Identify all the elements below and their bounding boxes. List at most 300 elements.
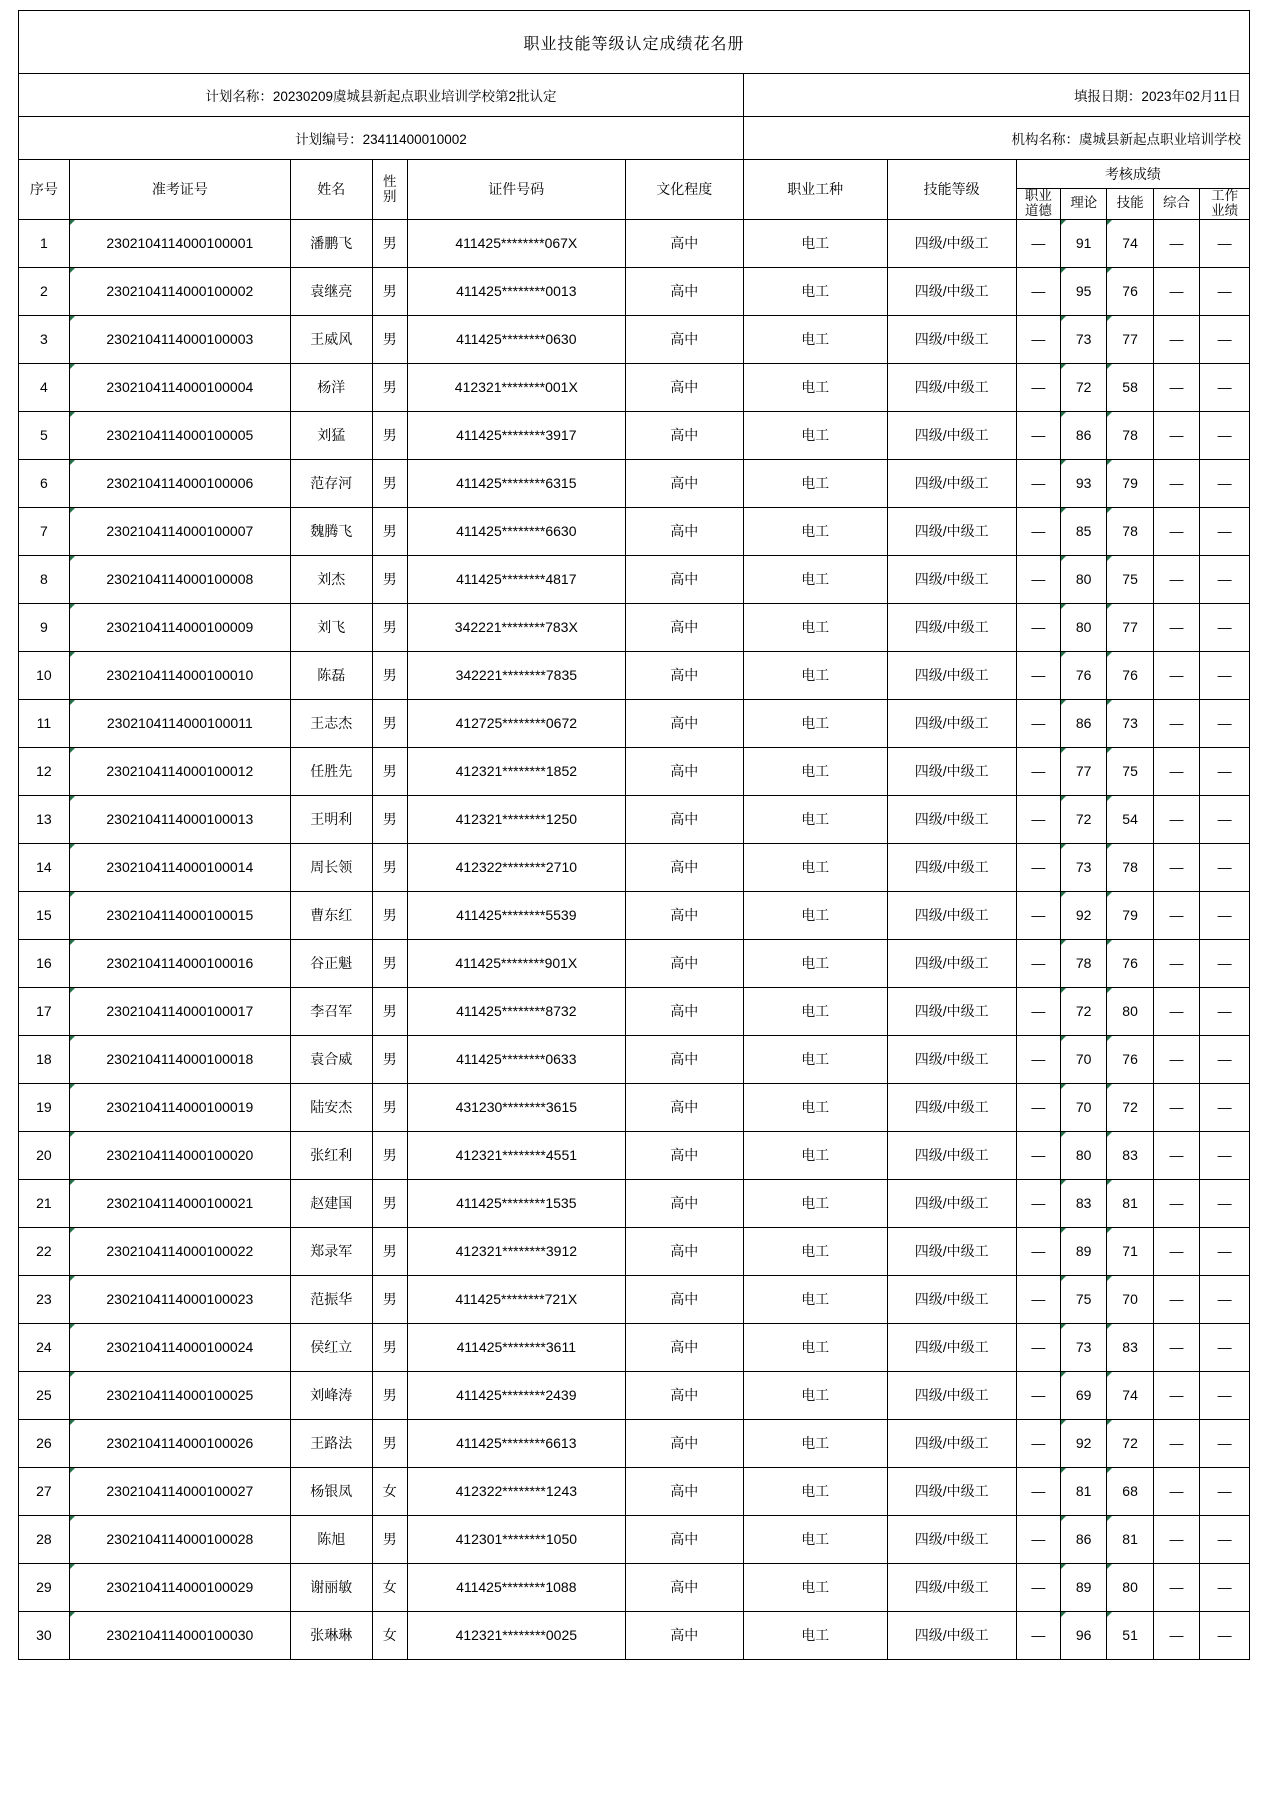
cell-education: 高中 bbox=[625, 555, 743, 603]
cell-skill: 75 bbox=[1107, 555, 1153, 603]
cell-performance: — bbox=[1200, 1083, 1250, 1131]
cell-id-no: 411425********067X bbox=[407, 219, 625, 267]
cell-education: 高中 bbox=[625, 411, 743, 459]
cell-occupation: 电工 bbox=[743, 267, 887, 315]
cell-comprehensive: — bbox=[1153, 1083, 1199, 1131]
table-row bbox=[19, 747, 1250, 795]
col-header-occupation: 职业工种 bbox=[743, 160, 887, 220]
table-row bbox=[19, 363, 1250, 411]
col-header-theory: 理论 bbox=[1060, 189, 1106, 220]
cell-seq: 9 bbox=[19, 603, 70, 651]
cell-id-no: 412322********1243 bbox=[407, 1467, 625, 1515]
col-header-ethic bbox=[1016, 189, 1060, 220]
cell-ethic: — bbox=[1016, 843, 1060, 891]
cell-occupation: 电工 bbox=[743, 603, 887, 651]
cell-ethic: — bbox=[1016, 1419, 1060, 1467]
cell-seq: 29 bbox=[19, 1563, 70, 1611]
cell-education: 高中 bbox=[625, 651, 743, 699]
cell-skill: 76 bbox=[1107, 939, 1153, 987]
cell-skill: 76 bbox=[1107, 651, 1153, 699]
cell-skill-level: 四级/中级工 bbox=[887, 363, 1016, 411]
cell-comprehensive: — bbox=[1153, 795, 1199, 843]
cell-sex: 女 bbox=[372, 1563, 407, 1611]
cell-theory: 86 bbox=[1060, 411, 1106, 459]
cell-skill-level: 四级/中级工 bbox=[887, 891, 1016, 939]
table-row bbox=[19, 843, 1250, 891]
cell-education: 高中 bbox=[625, 363, 743, 411]
cell-seq: 30 bbox=[19, 1611, 70, 1659]
cell-id-no: 411425********721X bbox=[407, 1275, 625, 1323]
cell-ethic: — bbox=[1016, 1131, 1060, 1179]
cell-skill: 58 bbox=[1107, 363, 1153, 411]
cell-ethic: — bbox=[1016, 555, 1060, 603]
cell-sex: 男 bbox=[372, 795, 407, 843]
table-row bbox=[19, 267, 1250, 315]
cell-skill-level: 四级/中级工 bbox=[887, 747, 1016, 795]
cell-ethic: — bbox=[1016, 987, 1060, 1035]
cell-skill-level: 四级/中级工 bbox=[887, 411, 1016, 459]
cell-id-no: 342221********7835 bbox=[407, 651, 625, 699]
cell-education: 高中 bbox=[625, 1179, 743, 1227]
cell-seq: 16 bbox=[19, 939, 70, 987]
cell-comprehensive: — bbox=[1153, 987, 1199, 1035]
cell-occupation: 电工 bbox=[743, 891, 887, 939]
cell-occupation: 电工 bbox=[743, 1323, 887, 1371]
cell-id-no: 411425********3917 bbox=[407, 411, 625, 459]
col-header-seq: 序号 bbox=[19, 160, 70, 220]
cell-education: 高中 bbox=[625, 843, 743, 891]
cell-seq: 11 bbox=[19, 699, 70, 747]
table-row bbox=[19, 507, 1250, 555]
cell-comprehensive: — bbox=[1153, 1275, 1199, 1323]
cell-education: 高中 bbox=[625, 603, 743, 651]
cell-occupation: 电工 bbox=[743, 1227, 887, 1275]
cell-ethic: — bbox=[1016, 1371, 1060, 1419]
cell-name: 谢丽敏 bbox=[290, 1563, 372, 1611]
table-row bbox=[19, 1371, 1250, 1419]
cell-theory: 73 bbox=[1060, 315, 1106, 363]
cell-exam-no: 2302104114000100014 bbox=[69, 843, 290, 891]
table-row bbox=[19, 891, 1250, 939]
cell-id-no: 411425********1088 bbox=[407, 1563, 625, 1611]
cell-exam-no: 2302104114000100007 bbox=[69, 507, 290, 555]
cell-exam-no: 2302104114000100023 bbox=[69, 1275, 290, 1323]
cell-comprehensive: — bbox=[1153, 267, 1199, 315]
cell-performance: — bbox=[1200, 1371, 1250, 1419]
cell-seq: 7 bbox=[19, 507, 70, 555]
cell-ethic: — bbox=[1016, 315, 1060, 363]
cell-education: 高中 bbox=[625, 1227, 743, 1275]
cell-theory: 91 bbox=[1060, 219, 1106, 267]
cell-education: 高中 bbox=[625, 699, 743, 747]
cell-skill-level: 四级/中级工 bbox=[887, 1419, 1016, 1467]
cell-exam-no: 2302104114000100013 bbox=[69, 795, 290, 843]
cell-comprehensive: — bbox=[1153, 939, 1199, 987]
cell-occupation: 电工 bbox=[743, 843, 887, 891]
cell-sex: 男 bbox=[372, 315, 407, 363]
cell-sex: 男 bbox=[372, 843, 407, 891]
cell-education: 高中 bbox=[625, 1563, 743, 1611]
cell-seq: 5 bbox=[19, 411, 70, 459]
cell-occupation: 电工 bbox=[743, 699, 887, 747]
cell-id-no: 412321********1250 bbox=[407, 795, 625, 843]
col-header-performance bbox=[1200, 189, 1250, 220]
page-title: 职业技能等级认定成绩花名册 bbox=[19, 11, 1250, 74]
cell-skill-level: 四级/中级工 bbox=[887, 1131, 1016, 1179]
cell-comprehensive: — bbox=[1153, 315, 1199, 363]
cell-skill: 77 bbox=[1107, 603, 1153, 651]
cell-id-no: 412321********0025 bbox=[407, 1611, 625, 1659]
cell-sex: 男 bbox=[372, 1275, 407, 1323]
col-header-name: 姓名 bbox=[290, 160, 372, 220]
cell-theory: 92 bbox=[1060, 1419, 1106, 1467]
cell-comprehensive: — bbox=[1153, 1131, 1199, 1179]
cell-education: 高中 bbox=[625, 1131, 743, 1179]
table-row bbox=[19, 1275, 1250, 1323]
cell-seq: 4 bbox=[19, 363, 70, 411]
cell-sex: 男 bbox=[372, 1035, 407, 1083]
cell-id-no: 412321********001X bbox=[407, 363, 625, 411]
cell-skill: 80 bbox=[1107, 987, 1153, 1035]
cell-theory: 86 bbox=[1060, 699, 1106, 747]
cell-skill-level: 四级/中级工 bbox=[887, 507, 1016, 555]
cell-name: 刘猛 bbox=[290, 411, 372, 459]
cell-occupation: 电工 bbox=[743, 939, 887, 987]
cell-comprehensive: — bbox=[1153, 1419, 1199, 1467]
cell-ethic: — bbox=[1016, 891, 1060, 939]
cell-performance: — bbox=[1200, 363, 1250, 411]
cell-skill: 72 bbox=[1107, 1083, 1153, 1131]
cell-seq: 12 bbox=[19, 747, 70, 795]
cell-performance: — bbox=[1200, 1323, 1250, 1371]
cell-skill-level: 四级/中级工 bbox=[887, 1323, 1016, 1371]
cell-skill: 71 bbox=[1107, 1227, 1153, 1275]
cell-name: 郑录军 bbox=[290, 1227, 372, 1275]
cell-education: 高中 bbox=[625, 1515, 743, 1563]
cell-name: 陈旭 bbox=[290, 1515, 372, 1563]
cell-ethic: — bbox=[1016, 1515, 1060, 1563]
cell-name: 张红利 bbox=[290, 1131, 372, 1179]
cell-performance: — bbox=[1200, 795, 1250, 843]
cell-sex: 男 bbox=[372, 363, 407, 411]
cell-ethic: — bbox=[1016, 603, 1060, 651]
meta-row-code bbox=[19, 117, 1250, 160]
cell-comprehensive: — bbox=[1153, 603, 1199, 651]
table-row bbox=[19, 1083, 1250, 1131]
cell-comprehensive: — bbox=[1153, 1179, 1199, 1227]
cell-name: 杨洋 bbox=[290, 363, 372, 411]
cell-skill: 74 bbox=[1107, 1371, 1153, 1419]
cell-performance: — bbox=[1200, 219, 1250, 267]
cell-seq: 3 bbox=[19, 315, 70, 363]
cell-exam-no: 2302104114000100002 bbox=[69, 267, 290, 315]
cell-name: 王威风 bbox=[290, 315, 372, 363]
cell-performance: — bbox=[1200, 1035, 1250, 1083]
cell-id-no: 412725********0672 bbox=[407, 699, 625, 747]
cell-ethic: — bbox=[1016, 1227, 1060, 1275]
cell-seq: 23 bbox=[19, 1275, 70, 1323]
cell-occupation: 电工 bbox=[743, 555, 887, 603]
cell-exam-no: 2302104114000100008 bbox=[69, 555, 290, 603]
col-header-score-group: 考核成绩 bbox=[1016, 160, 1249, 189]
cell-sex: 男 bbox=[372, 987, 407, 1035]
cell-skill: 76 bbox=[1107, 1035, 1153, 1083]
cell-name: 曹东红 bbox=[290, 891, 372, 939]
cell-comprehensive: — bbox=[1153, 219, 1199, 267]
cell-education: 高中 bbox=[625, 1035, 743, 1083]
cell-theory: 96 bbox=[1060, 1611, 1106, 1659]
cell-occupation: 电工 bbox=[743, 411, 887, 459]
cell-sex: 男 bbox=[372, 651, 407, 699]
table-row bbox=[19, 555, 1250, 603]
cell-performance: — bbox=[1200, 987, 1250, 1035]
cell-sex: 男 bbox=[372, 699, 407, 747]
cell-performance: — bbox=[1200, 1515, 1250, 1563]
table-row bbox=[19, 987, 1250, 1035]
cell-name: 杨银凤 bbox=[290, 1467, 372, 1515]
cell-name: 陆安杰 bbox=[290, 1083, 372, 1131]
cell-performance: — bbox=[1200, 843, 1250, 891]
cell-exam-no: 2302104114000100022 bbox=[69, 1227, 290, 1275]
cell-name: 赵建国 bbox=[290, 1179, 372, 1227]
cell-sex: 男 bbox=[372, 939, 407, 987]
cell-occupation: 电工 bbox=[743, 651, 887, 699]
cell-seq: 2 bbox=[19, 267, 70, 315]
cell-exam-no: 2302104114000100021 bbox=[69, 1179, 290, 1227]
cell-exam-no: 2302104114000100025 bbox=[69, 1371, 290, 1419]
cell-id-no: 411425********6630 bbox=[407, 507, 625, 555]
cell-seq: 20 bbox=[19, 1131, 70, 1179]
cell-performance: — bbox=[1200, 1563, 1250, 1611]
cell-sex: 男 bbox=[372, 747, 407, 795]
cell-performance: — bbox=[1200, 603, 1250, 651]
cell-sex: 男 bbox=[372, 411, 407, 459]
cell-exam-no: 2302104114000100024 bbox=[69, 1323, 290, 1371]
cell-exam-no: 2302104114000100020 bbox=[69, 1131, 290, 1179]
cell-ethic: — bbox=[1016, 1083, 1060, 1131]
table-row bbox=[19, 1035, 1250, 1083]
cell-theory: 92 bbox=[1060, 891, 1106, 939]
cell-id-no: 411425********0630 bbox=[407, 315, 625, 363]
cell-occupation: 电工 bbox=[743, 1419, 887, 1467]
cell-skill-level: 四级/中级工 bbox=[887, 315, 1016, 363]
cell-ethic: — bbox=[1016, 459, 1060, 507]
cell-name: 王明利 bbox=[290, 795, 372, 843]
cell-occupation: 电工 bbox=[743, 507, 887, 555]
cell-comprehensive: — bbox=[1153, 507, 1199, 555]
cell-skill: 72 bbox=[1107, 1419, 1153, 1467]
cell-performance: — bbox=[1200, 411, 1250, 459]
table-row bbox=[19, 1179, 1250, 1227]
cell-exam-no: 2302104114000100004 bbox=[69, 363, 290, 411]
cell-education: 高中 bbox=[625, 747, 743, 795]
cell-id-no: 411425********6315 bbox=[407, 459, 625, 507]
cell-theory: 70 bbox=[1060, 1035, 1106, 1083]
cell-name: 刘杰 bbox=[290, 555, 372, 603]
cell-education: 高中 bbox=[625, 1083, 743, 1131]
cell-ethic: — bbox=[1016, 1611, 1060, 1659]
cell-performance: — bbox=[1200, 1275, 1250, 1323]
cell-occupation: 电工 bbox=[743, 1515, 887, 1563]
cell-exam-no: 2302104114000100027 bbox=[69, 1467, 290, 1515]
cell-comprehensive: — bbox=[1153, 1563, 1199, 1611]
cell-skill: 80 bbox=[1107, 1563, 1153, 1611]
cell-skill-level: 四级/中级工 bbox=[887, 1467, 1016, 1515]
cell-occupation: 电工 bbox=[743, 987, 887, 1035]
report-date-field: 填报日期：2023年02月11日 bbox=[743, 74, 1249, 117]
cell-sex: 男 bbox=[372, 1515, 407, 1563]
cell-name: 周长领 bbox=[290, 843, 372, 891]
plan-name-field: 计划名称：20230209虞城县新起点职业培训学校第2批认定 bbox=[19, 74, 744, 117]
cell-skill: 70 bbox=[1107, 1275, 1153, 1323]
cell-seq: 28 bbox=[19, 1515, 70, 1563]
cell-id-no: 412321********3912 bbox=[407, 1227, 625, 1275]
cell-comprehensive: — bbox=[1153, 1035, 1199, 1083]
cell-sex: 女 bbox=[372, 1611, 407, 1659]
cell-skill-level: 四级/中级工 bbox=[887, 699, 1016, 747]
cell-exam-no: 2302104114000100009 bbox=[69, 603, 290, 651]
cell-theory: 69 bbox=[1060, 1371, 1106, 1419]
cell-education: 高中 bbox=[625, 507, 743, 555]
cell-comprehensive: — bbox=[1153, 411, 1199, 459]
cell-exam-no: 2302104114000100015 bbox=[69, 891, 290, 939]
cell-theory: 95 bbox=[1060, 267, 1106, 315]
cell-exam-no: 2302104114000100012 bbox=[69, 747, 290, 795]
cell-seq: 15 bbox=[19, 891, 70, 939]
cell-exam-no: 2302104114000100016 bbox=[69, 939, 290, 987]
cell-sex: 男 bbox=[372, 1083, 407, 1131]
cell-sex: 男 bbox=[372, 507, 407, 555]
cell-id-no: 412321********1852 bbox=[407, 747, 625, 795]
col-header-skill-level: 技能等级 bbox=[887, 160, 1016, 220]
table-row bbox=[19, 219, 1250, 267]
cell-theory: 72 bbox=[1060, 987, 1106, 1035]
cell-occupation: 电工 bbox=[743, 747, 887, 795]
table-row bbox=[19, 1419, 1250, 1467]
table-row bbox=[19, 699, 1250, 747]
table-row bbox=[19, 411, 1250, 459]
cell-sex: 男 bbox=[372, 891, 407, 939]
cell-name: 李召军 bbox=[290, 987, 372, 1035]
cell-seq: 22 bbox=[19, 1227, 70, 1275]
cell-ethic: — bbox=[1016, 1275, 1060, 1323]
cell-performance: — bbox=[1200, 1179, 1250, 1227]
cell-comprehensive: — bbox=[1153, 1323, 1199, 1371]
cell-name: 侯红立 bbox=[290, 1323, 372, 1371]
cell-theory: 72 bbox=[1060, 795, 1106, 843]
cell-skill: 79 bbox=[1107, 459, 1153, 507]
cell-theory: 93 bbox=[1060, 459, 1106, 507]
cell-education: 高中 bbox=[625, 795, 743, 843]
cell-exam-no: 2302104114000100011 bbox=[69, 699, 290, 747]
col-header-sex bbox=[372, 160, 407, 220]
cell-theory: 77 bbox=[1060, 747, 1106, 795]
cell-education: 高中 bbox=[625, 891, 743, 939]
cell-exam-no: 2302104114000100005 bbox=[69, 411, 290, 459]
roster-table bbox=[18, 10, 1250, 1660]
col-header-ethic-line2: 道德 bbox=[1024, 202, 1052, 218]
cell-theory: 76 bbox=[1060, 651, 1106, 699]
cell-occupation: 电工 bbox=[743, 315, 887, 363]
cell-theory: 80 bbox=[1060, 603, 1106, 651]
cell-skill: 81 bbox=[1107, 1179, 1153, 1227]
cell-performance: — bbox=[1200, 1419, 1250, 1467]
cell-skill-level: 四级/中级工 bbox=[887, 1275, 1016, 1323]
cell-skill-level: 四级/中级工 bbox=[887, 1035, 1016, 1083]
cell-skill: 51 bbox=[1107, 1611, 1153, 1659]
cell-comprehensive: — bbox=[1153, 891, 1199, 939]
cell-ethic: — bbox=[1016, 267, 1060, 315]
cell-sex: 男 bbox=[372, 267, 407, 315]
cell-skill: 81 bbox=[1107, 1515, 1153, 1563]
cell-comprehensive: — bbox=[1153, 459, 1199, 507]
cell-comprehensive: — bbox=[1153, 363, 1199, 411]
cell-sex: 男 bbox=[372, 1323, 407, 1371]
cell-ethic: — bbox=[1016, 219, 1060, 267]
cell-occupation: 电工 bbox=[743, 1035, 887, 1083]
cell-seq: 19 bbox=[19, 1083, 70, 1131]
cell-id-no: 431230********3615 bbox=[407, 1083, 625, 1131]
cell-skill-level: 四级/中级工 bbox=[887, 795, 1016, 843]
cell-ethic: — bbox=[1016, 1035, 1060, 1083]
table-row bbox=[19, 1515, 1250, 1563]
cell-ethic: — bbox=[1016, 651, 1060, 699]
cell-exam-no: 2302104114000100030 bbox=[69, 1611, 290, 1659]
cell-id-no: 411425********1535 bbox=[407, 1179, 625, 1227]
cell-id-no: 411425********4817 bbox=[407, 555, 625, 603]
cell-performance: — bbox=[1200, 939, 1250, 987]
cell-occupation: 电工 bbox=[743, 1371, 887, 1419]
cell-seq: 10 bbox=[19, 651, 70, 699]
cell-name: 袁继亮 bbox=[290, 267, 372, 315]
cell-skill: 83 bbox=[1107, 1323, 1153, 1371]
cell-comprehensive: — bbox=[1153, 699, 1199, 747]
cell-name: 范存河 bbox=[290, 459, 372, 507]
cell-id-no: 411425********2439 bbox=[407, 1371, 625, 1419]
cell-name: 袁合威 bbox=[290, 1035, 372, 1083]
meta-row-plan bbox=[19, 74, 1250, 117]
cell-skill: 79 bbox=[1107, 891, 1153, 939]
cell-skill-level: 四级/中级工 bbox=[887, 939, 1016, 987]
cell-name: 谷正魁 bbox=[290, 939, 372, 987]
cell-skill-level: 四级/中级工 bbox=[887, 1227, 1016, 1275]
col-header-performance-line1: 工作 bbox=[1211, 188, 1239, 203]
cell-occupation: 电工 bbox=[743, 363, 887, 411]
cell-comprehensive: — bbox=[1153, 747, 1199, 795]
cell-exam-no: 2302104114000100003 bbox=[69, 315, 290, 363]
cell-exam-no: 2302104114000100026 bbox=[69, 1419, 290, 1467]
cell-performance: — bbox=[1200, 651, 1250, 699]
cell-sex: 男 bbox=[372, 603, 407, 651]
col-header-comprehensive: 综合 bbox=[1153, 189, 1199, 220]
cell-ethic: — bbox=[1016, 1323, 1060, 1371]
cell-occupation: 电工 bbox=[743, 1179, 887, 1227]
cell-skill-level: 四级/中级工 bbox=[887, 987, 1016, 1035]
cell-seq: 1 bbox=[19, 219, 70, 267]
cell-exam-no: 2302104114000100017 bbox=[69, 987, 290, 1035]
col-header-performance-line2: 业绩 bbox=[1211, 202, 1239, 218]
cell-skill-level: 四级/中级工 bbox=[887, 459, 1016, 507]
cell-performance: — bbox=[1200, 891, 1250, 939]
cell-performance: — bbox=[1200, 747, 1250, 795]
cell-occupation: 电工 bbox=[743, 1467, 887, 1515]
table-row bbox=[19, 795, 1250, 843]
cell-name: 魏腾飞 bbox=[290, 507, 372, 555]
cell-occupation: 电工 bbox=[743, 795, 887, 843]
table-row bbox=[19, 1563, 1250, 1611]
cell-performance: — bbox=[1200, 555, 1250, 603]
cell-skill-level: 四级/中级工 bbox=[887, 603, 1016, 651]
